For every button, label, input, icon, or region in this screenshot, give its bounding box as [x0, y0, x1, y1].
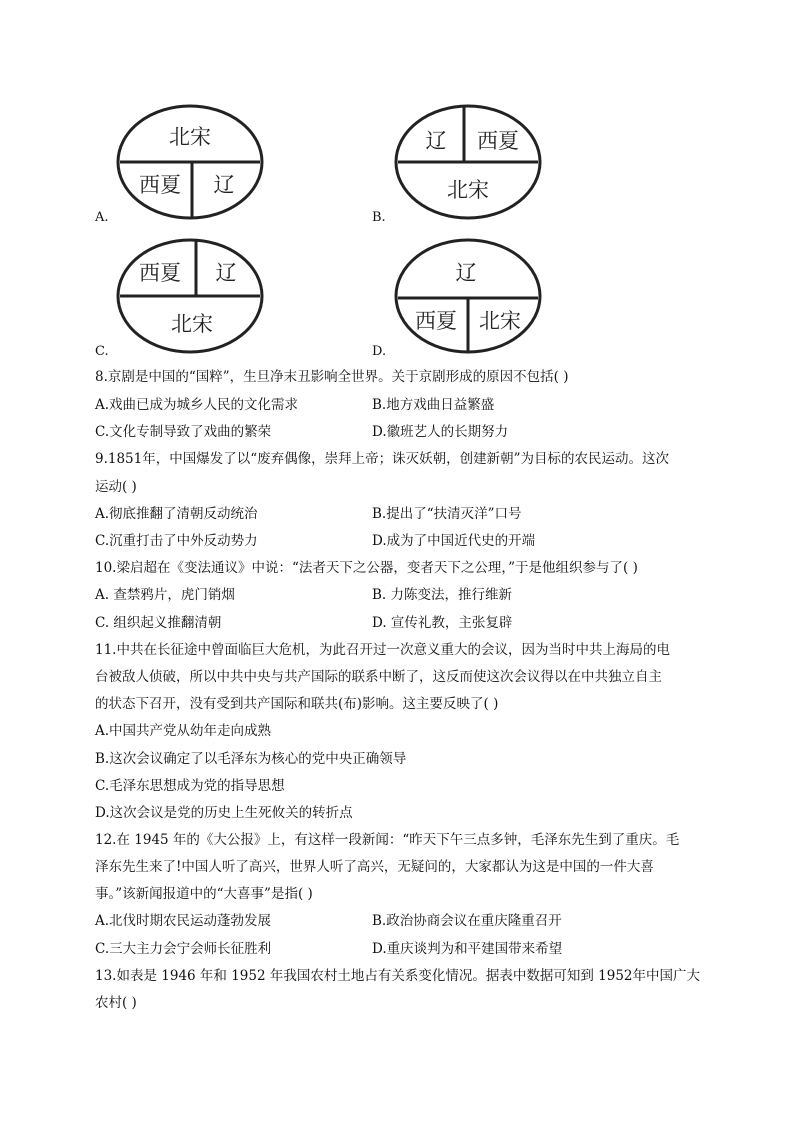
region-top-left-label: 辽 — [425, 129, 447, 153]
region-top-right-label: 辽 — [215, 261, 237, 285]
q12-stem-line3: 事。”该新闻报道中的“大喜事”是指( ) — [95, 886, 313, 902]
q10-option-d: D. 宣传礼教，主张复辟 — [372, 615, 513, 631]
q9-option-a: A.彻底推翻了清朝反动统治 — [95, 506, 258, 522]
q9-stem-line1: 9.1851年，中国爆发了以“废弃偶像，崇拜上帝；诛灭妖朝，创建新朝”为目标的农民运动。这次 — [95, 451, 670, 467]
ellipse-diagram-c — [112, 234, 268, 358]
q11-option-c: C.毛泽东思想成为党的指导思想 — [95, 778, 285, 794]
region-bottom-left-label: 西夏 — [415, 309, 457, 333]
region-top-label: 北宋 — [169, 125, 211, 149]
option-b-diagram — [390, 100, 546, 224]
q8-option-c: C.文化专制导致了戏曲的繁荣 — [95, 424, 272, 440]
option-c-diagram — [112, 234, 268, 358]
q9-stem-line2: 运动( ) — [95, 479, 137, 495]
q9-option-b: B.提出了“扶清灭洋”口号 — [372, 506, 522, 522]
q12-stem-line2: 泽东先生来了!中国人听了高兴，世界人听了高兴，无疑问的，大家都认为这是中国的一件大喜 — [95, 859, 654, 875]
q12-option-a: A.北伐时期农民运动蓬勃发展 — [95, 913, 272, 929]
region-top-left-label: 西夏 — [139, 261, 181, 285]
q12-option-c: C.三大主力会宁会师长征胜利 — [95, 941, 272, 957]
region-bottom-left-label: 西夏 — [139, 173, 181, 197]
region-top-label: 辽 — [455, 261, 477, 285]
q8-option-d: D.徽班艺人的长期努力 — [372, 424, 509, 440]
q10-stem: 10.梁启超在《变法通议》中说：“法者天下之公器，变者天下之公理，”于是他组织参与了( ) — [95, 560, 638, 576]
region-bottom-right-label: 辽 — [213, 173, 235, 197]
region-top-right-label: 西夏 — [477, 129, 519, 153]
q10-option-b: B. 力陈变法，推行维新 — [372, 587, 513, 603]
q8-option-a: A.戏曲已成为城乡人民的文化需求 — [95, 397, 299, 413]
q11-option-a: A.中国共产党从幼年走向成熟 — [95, 723, 272, 739]
q9-option-d: D.成为了中国近代史的开端 — [372, 533, 536, 549]
option-c-letter: C. — [95, 344, 109, 359]
option-d-letter: D. — [372, 344, 387, 359]
q13-stem-line2: 农村( ) — [95, 995, 137, 1011]
q11-option-d: D.这次会议是党的历史上生死攸关的转折点 — [95, 805, 353, 821]
option-d-diagram — [390, 234, 546, 358]
q10-option-c: C. 组织起义推翻清朝 — [95, 615, 222, 631]
ellipse-diagram-a — [112, 100, 268, 224]
region-bottom-label: 北宋 — [171, 312, 213, 336]
option-a-letter: A. — [95, 210, 109, 225]
ellipse-diagram-b — [390, 100, 546, 224]
option-b-letter: B. — [372, 210, 386, 225]
q10-option-a: A. 查禁鸦片，虎门销烟 — [95, 587, 235, 603]
q12-option-d: D.重庆谈判为和平建国带来希望 — [372, 941, 563, 957]
q11-stem-line1: 11.中共在长征途中曾面临巨大危机，为此召开过一次意义重大的会议，因为当时中共上海局的电 — [95, 642, 670, 658]
q8-stem: 8.京剧是中国的“国粹”，生旦净末丑影响全世界。关于京剧形成的原因不包括( ) — [95, 369, 569, 385]
q13-stem-line1: 13.如表是 1946 年和 1952 年我国农村土地占有关系变化情况。据表中数据可知到 1952年中国广大 — [95, 968, 700, 984]
q11-stem-line2: 台被敌人侦破，所以中共中央与共产国际的联系中断了，这反而使这次会议得以在中共独立自主 — [95, 669, 662, 685]
option-a-diagram — [112, 100, 268, 224]
ellipse-diagram-d — [390, 234, 546, 358]
q11-option-b: B.这次会议确定了以毛泽东为核心的党中央正确领导 — [95, 751, 407, 767]
region-bottom-label: 北宋 — [447, 178, 489, 202]
region-bottom-right-label: 北宋 — [479, 309, 521, 333]
q12-stem-line1: 12.在 1945 年的《大公报》上，有这样一段新闻：“昨天下午三点多钟，毛泽东先生到了重庆。毛 — [95, 832, 680, 848]
q12-option-b: B.政治协商会议在重庆隆重召开 — [372, 913, 562, 929]
q8-option-b: B.地方戏曲日益繁盛 — [372, 397, 495, 413]
q11-stem-line3: 的状态下召开，没有受到共产国际和联共(布)影响。这主要反映了( ) — [95, 696, 499, 712]
q9-option-c: C.沉重打击了中外反动势力 — [95, 533, 258, 549]
